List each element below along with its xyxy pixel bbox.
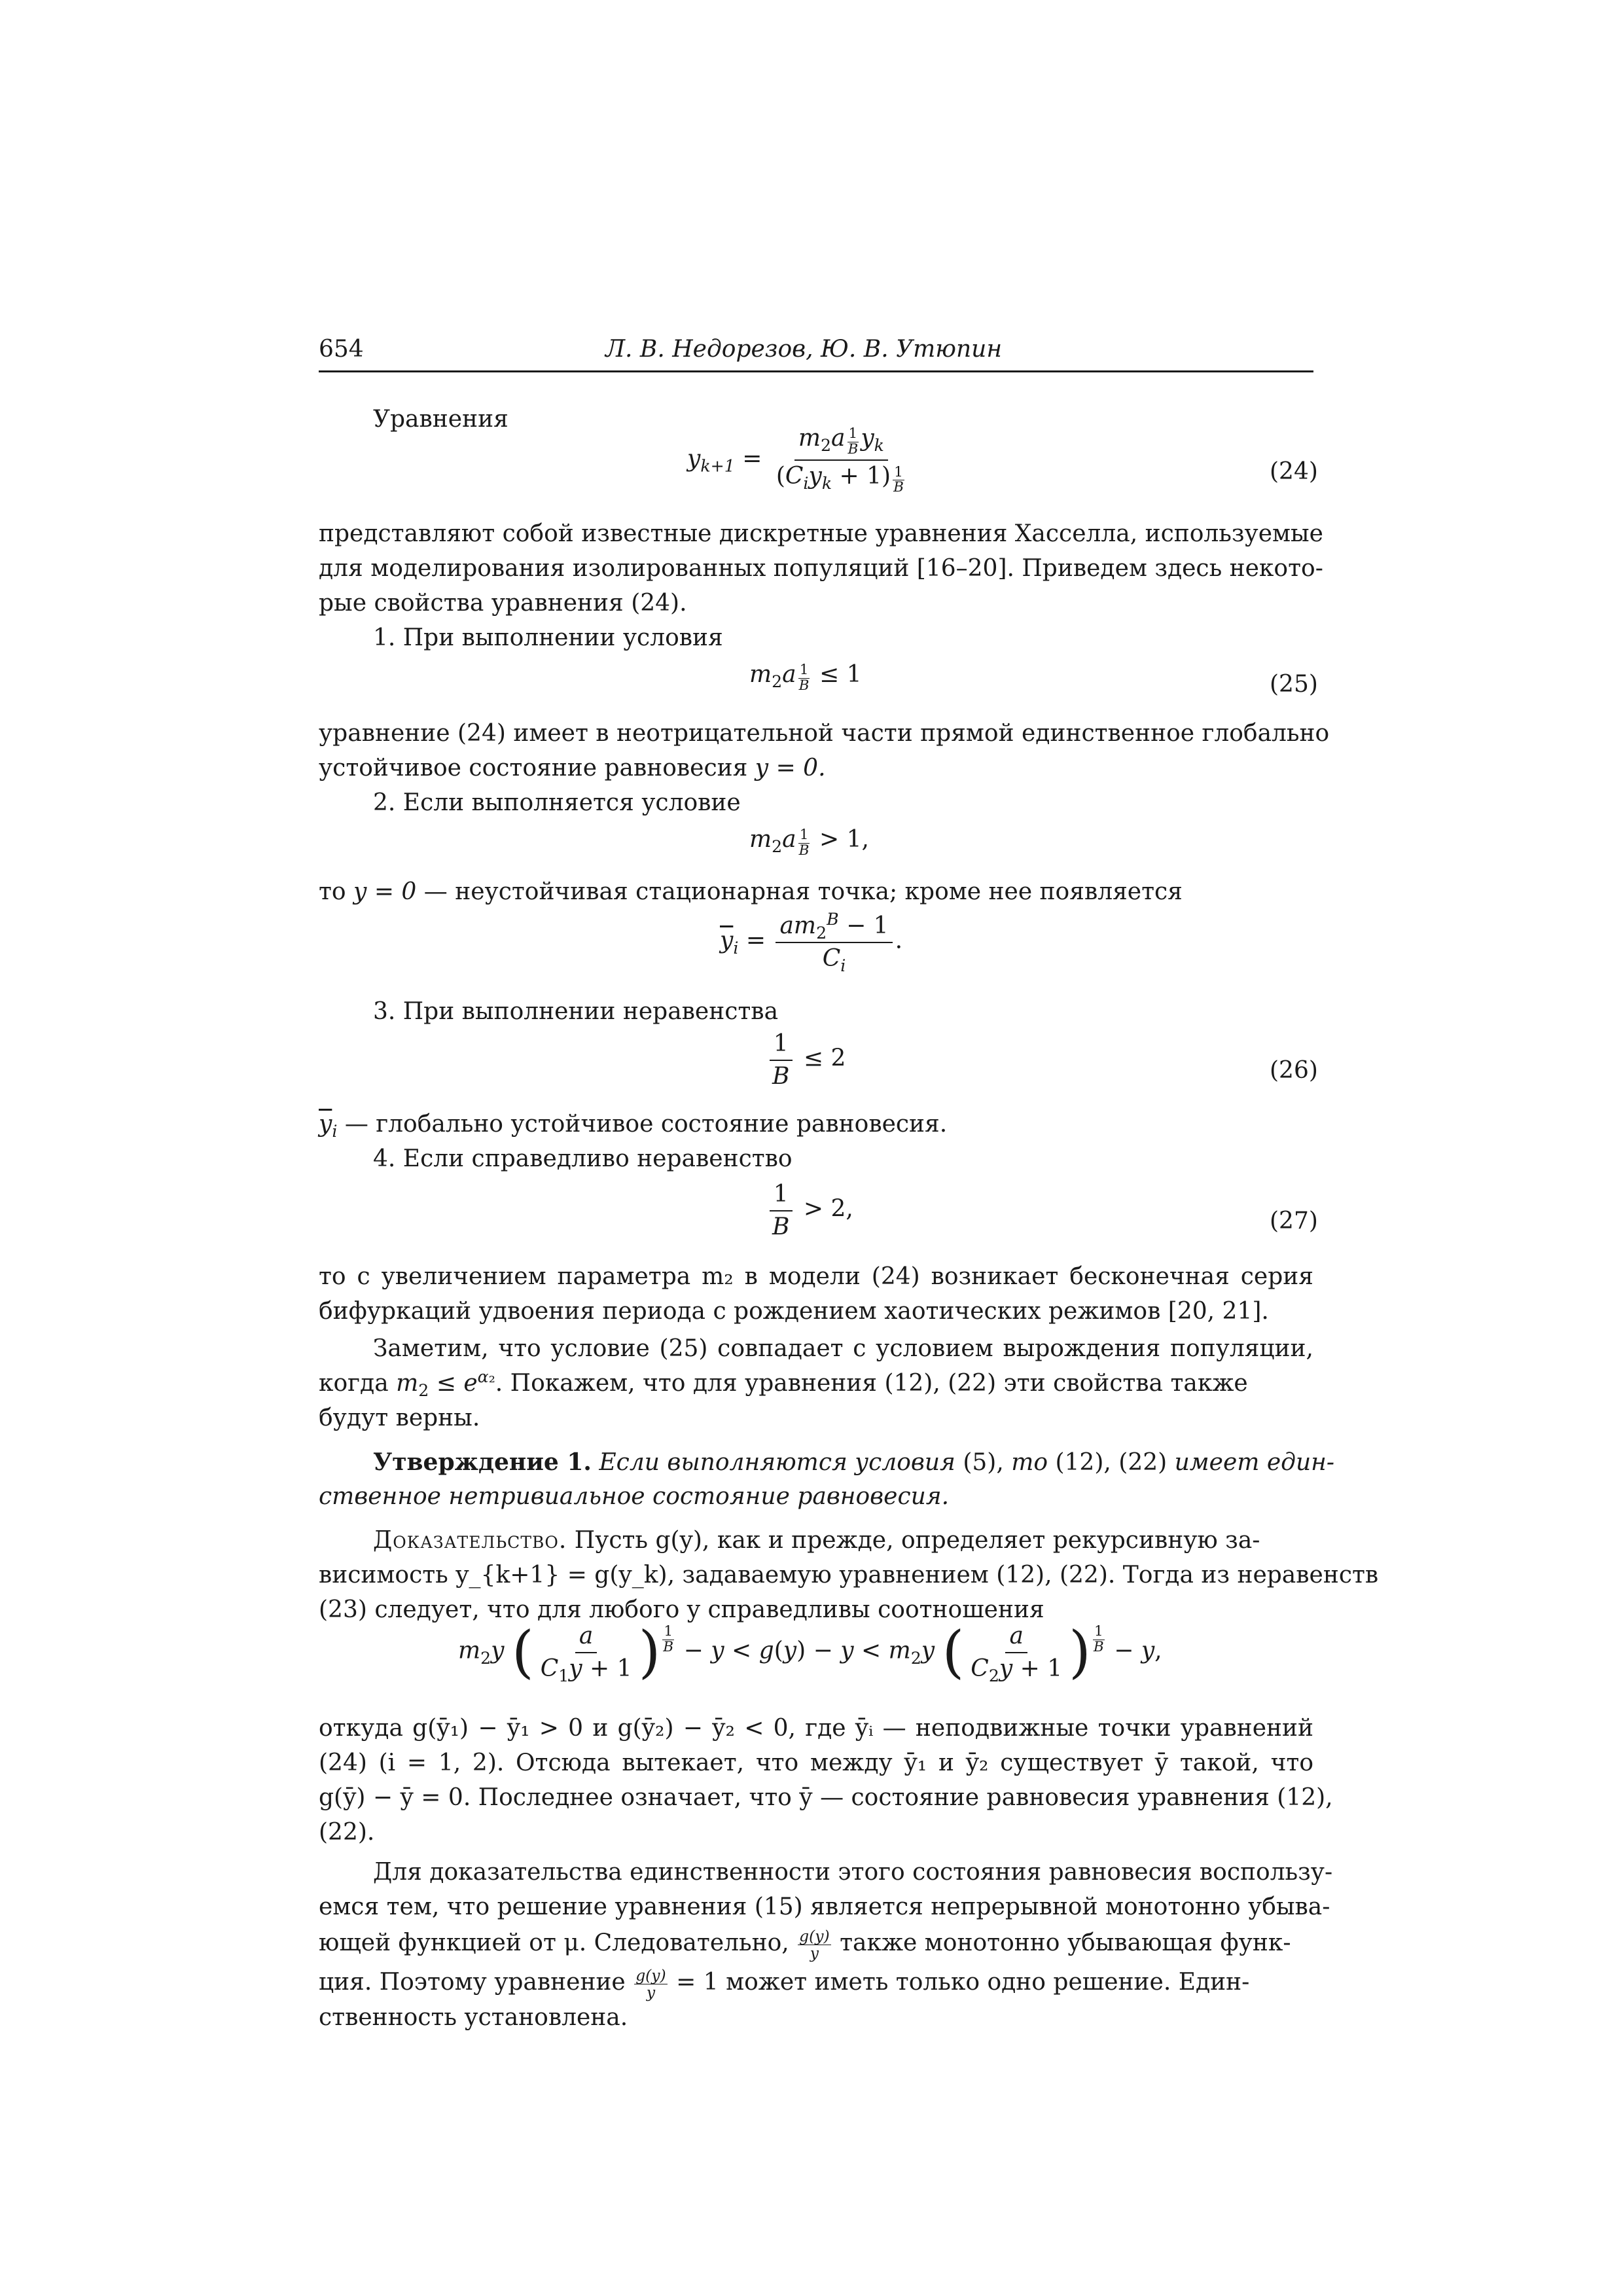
paragraph-8-line-3: ющей функцией от μ. Следовательно, $\frac{g(y)}{y}$ также монотонно убывающая функ- xyxy=(319,1927,1291,1962)
statement-c: то xyxy=(1011,1449,1048,1476)
statement-line-1 xyxy=(373,1448,1334,1476)
statement-line-2: ственное нетривиальное состояние равновесия. xyxy=(319,1483,950,1510)
paragraph-8-line-5: ственность установлена. xyxy=(319,2004,628,2031)
paragraph-8-3a: ющей функцией от μ. Следовательно, xyxy=(319,1929,789,1957)
proof-text-1: Пусть g(y), как и прежде, определяет рекурсивную за- xyxy=(574,1527,1260,1554)
equation-inequality: $m_2y$ ( $\frac{a}{C_1y + 1}$ ) $\frac{1}{B}$ − $y < g(y) - y < m_2y$ ( $\frac{a}{C_2y + 1}$ ) $\frac{1}{B}$ − y, xyxy=(458,1619,1162,1685)
equation-27: $\frac{1}{B}$ > 2, xyxy=(766,1181,853,1240)
equation-25: $m_2a$ $\frac{1}{B}$ ≤ 1 xyxy=(749,661,862,694)
paragraph-4: $\overline{y}_i$ — глобально устойчивое состояние равновесия. xyxy=(319,1111,948,1141)
paragraph-8-line-2: емся тем, что решение уравнения (15) является непрерывной монотонно убыва- xyxy=(319,1893,1330,1920)
paragraph-4-text: — глобально устойчивое состояние равновесия. xyxy=(344,1111,948,1138)
paragraph-intro: Уравнения xyxy=(373,406,508,433)
paragraph-7-line-1: откуда g(ȳ₁) − ȳ₁ > 0 и g(ȳ₂) − ȳ₂ < 0, где ȳᵢ — неподвижные точки уравнений xyxy=(319,1715,1313,1742)
statement-b: (5), xyxy=(963,1449,1004,1476)
paragraph-3-c: — неустойчивая стационарная точка; кроме нее появляется xyxy=(423,878,1183,905)
paragraph-6-line-3: будут верны. xyxy=(319,1405,480,1431)
paragraph-6-b: . Покажем, что для уравнения (12), (22) эти свойства также xyxy=(495,1370,1248,1397)
paragraph-5-line-1: то с увеличением параметра m₂ в модели (24) возникает бесконечная серия xyxy=(319,1263,1313,1290)
item-4-heading: 4. Если справедливо неравенство xyxy=(373,1145,793,1172)
paragraph-5-line-2: бифуркаций удвоения периода с рождением хаотических режимов [20, 21]. xyxy=(319,1298,1269,1325)
paragraph-6-a: когда xyxy=(319,1370,389,1397)
paragraph-2-line-1: уравнение (24) имеет в неотрицательной части прямой единственное глобально xyxy=(319,720,1330,747)
equation-24: $y_{k+1}$ = $m_2a$ $\frac{1}{B}$ $y_k$ $(C_iy_k + 1)$ $\frac{1}{B}$ xyxy=(687,425,904,496)
paragraph-2-math: y = 0. xyxy=(755,755,826,781)
proof-label: Доказательство. xyxy=(373,1527,567,1554)
proof-line-2: висимость y_{k+1} = g(y_k), задаваемую уравнением (12), (22). Тогда из неравенств xyxy=(319,1562,1379,1588)
item-2-heading: 2. Если выполняется условие xyxy=(373,789,741,816)
proof-line-3: (23) следует, что для любого y справедливы соотношения xyxy=(319,1596,1044,1623)
statement-d: (12), (22) xyxy=(1055,1449,1168,1476)
paragraph-1-line-2: для моделирования изолированных популяций [16–20]. Приведем здесь некото- xyxy=(319,555,1323,582)
equation-number-26: (26) xyxy=(1270,1057,1318,1084)
paragraph-8-3b: также монотонно убывающая функ- xyxy=(840,1929,1291,1957)
header-rule xyxy=(319,370,1313,372)
statement-a: Если выполняются условия xyxy=(599,1449,955,1476)
paragraph-2-text: устойчивое состояние равновесия xyxy=(319,755,748,781)
paragraph-8-line-4: ция. Поэтому уравнение $\frac{g(y)}{y}$ = 1 может иметь только одно решение. Един- xyxy=(319,1966,1250,2001)
paragraph-6-line-1: Заметим, что условие (25) совпадает с условием вырождения популяции, xyxy=(373,1335,1313,1362)
paragraph-3 xyxy=(319,878,1183,905)
paragraph-8-4a: ция. Поэтому уравнение xyxy=(319,1969,626,1996)
paragraph-7-line-2: (24) (i = 1, 2). Отсюда вытекает, что между ȳ₁ и ȳ₂ существует ȳ такой, что xyxy=(319,1749,1313,1776)
item-1-heading: 1. При выполнении условия xyxy=(373,624,723,651)
paragraph-3-b: y = 0 xyxy=(353,878,417,905)
paragraph-1-line-1: представляют собой известные дискретные уравнения Хасселла, используемые xyxy=(319,520,1323,547)
paragraph-6-line-2: когда $m_2 \le e^{\alpha_2}$. Покажем, что для уравнения (12), (22) эти свойства также xyxy=(319,1367,1248,1401)
statement-e: имеет един- xyxy=(1174,1449,1335,1476)
equation-number-27: (27) xyxy=(1270,1208,1318,1234)
statement-label: Утверждение 1. xyxy=(373,1448,592,1476)
item-3-heading: 3. При выполнении неравенства xyxy=(373,998,779,1025)
paragraph-3-a: то xyxy=(319,878,346,905)
paragraph-8-4b: = 1 может иметь только одно решение. Един- xyxy=(676,1969,1250,1996)
equation-fixed-point: $\overline{y}_i$ = $\frac{am_2^B - 1}{C_i}$ . xyxy=(720,910,903,975)
running-header-authors: Л. В. Недорезов, Ю. В. Утюпин xyxy=(605,336,1003,363)
equation-26: $\frac{1}{B}$ ≤ 2 xyxy=(766,1031,846,1089)
paragraph-7-line-4: (22). xyxy=(319,1819,375,1846)
equation-number-25: (25) xyxy=(1270,671,1318,698)
paragraph-1-line-3: рые свойства уравнения (24). xyxy=(319,590,687,617)
proof-line-1 xyxy=(373,1527,1260,1554)
paragraph-2-line-2 xyxy=(319,755,826,781)
page-number: 654 xyxy=(319,336,364,363)
equation-condition-2: $m_2a$ $\frac{1}{B}$ > 1, xyxy=(749,826,869,859)
paragraph-8-line-1: Для доказательства единственности этого состояния равновесия воспользу- xyxy=(373,1859,1333,1886)
equation-number-24: (24) xyxy=(1270,458,1318,485)
paragraph-7-line-3: g(ȳ) − ȳ = 0. Последнее означает, что ȳ — состояние равновесия уравнения (12), xyxy=(319,1784,1333,1811)
